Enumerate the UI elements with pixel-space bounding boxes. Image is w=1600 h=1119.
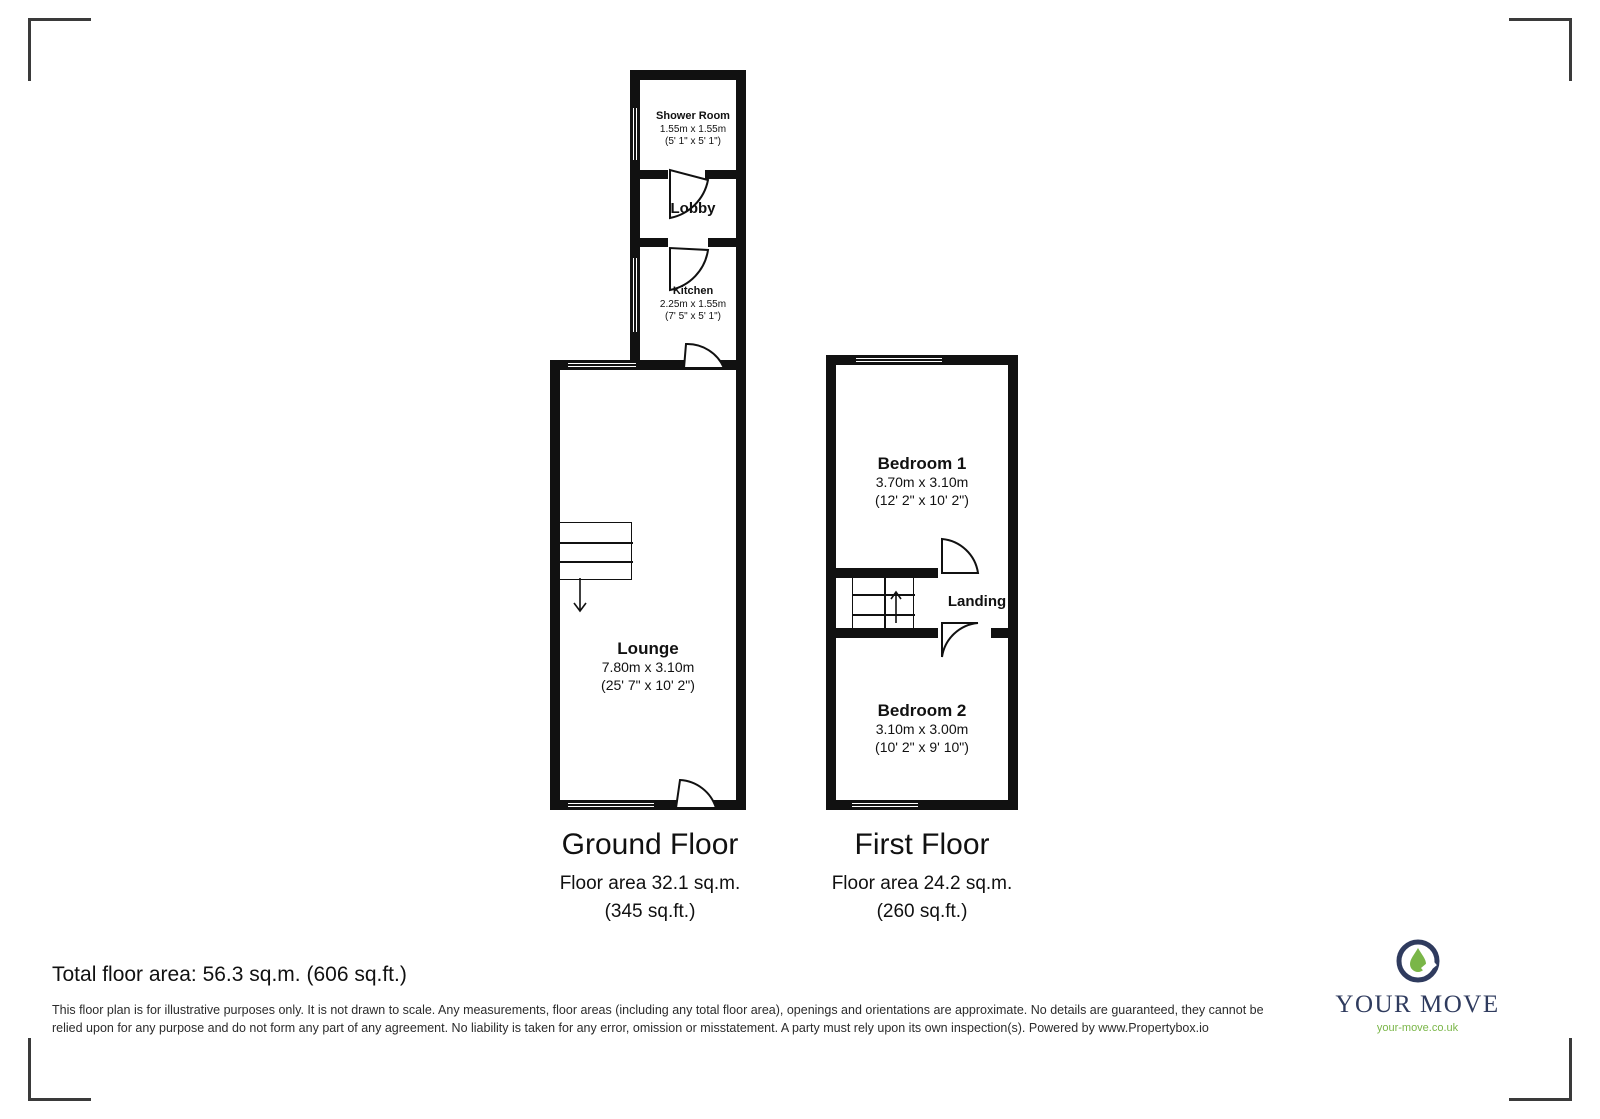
disclaimer-text: This floor plan is for illustrative purposes only. It is not drawn to scale. Any measurements, floor areas (including any total floor area), openings and orientations are approximate. No details are guaranteed, they cannot be relied upon for any purpose and do not form any part of any agreement. No liability is taken for any error, omission or misstatement. A party must rely upon its own inspection(s). Powered by www.Propertybox.io	[52, 1003, 1264, 1036]
room-dim-imperial: (12' 2" x 10' 2")	[875, 491, 969, 508]
room-name: Bedroom 1	[877, 454, 967, 473]
ground-floor-title: Ground Floor	[561, 828, 739, 861]
wall-segment	[736, 360, 746, 810]
door-bedroom-1	[938, 535, 982, 579]
wall-segment	[630, 170, 668, 179]
first-floor-area-imperial: (260 sq.ft.)	[876, 900, 968, 922]
room-dim-metric: 3.70m x 3.10m	[875, 474, 969, 491]
crop-mark-bottom-left	[28, 1038, 91, 1101]
staircase-ground	[558, 522, 632, 580]
room-name: Lobby	[670, 200, 716, 217]
room-dim-metric: 3.10m x 3.00m	[875, 721, 969, 738]
first-floor-plan	[826, 355, 1026, 820]
window	[850, 801, 920, 809]
window	[566, 361, 638, 369]
room-dim-metric: 1.55m x 1.55m	[659, 123, 727, 135]
room-dim-metric: 7.80m x 3.10m	[601, 659, 695, 676]
window	[566, 801, 656, 809]
room-dim-imperial: (25' 7" x 10' 2")	[601, 676, 695, 693]
ground-floor-area-metric: Floor area 32.1 sq.m.	[559, 873, 741, 894]
room-label-landing	[931, 593, 1023, 612]
door-bedroom-2	[938, 617, 982, 661]
ground-floor-plan	[540, 60, 770, 820]
brand-website: your-move.co.uk	[1376, 1022, 1459, 1034]
room-label-kitchen	[648, 285, 738, 324]
window	[854, 356, 944, 364]
ground-floor-area	[500, 870, 800, 925]
wall-segment	[630, 238, 668, 247]
door-lounge-rear	[670, 776, 722, 812]
wall-segment	[826, 355, 836, 810]
room-dim-imperial: (5' 1" x 5' 1")	[665, 136, 721, 148]
wall-segment	[991, 628, 1018, 638]
wall-segment	[708, 238, 746, 247]
room-label-shower-room	[648, 110, 738, 149]
room-label-lounge	[558, 638, 738, 694]
stair-direction-arrow	[568, 576, 592, 616]
door-kitchen	[680, 342, 728, 376]
room-name: Lounge	[617, 639, 679, 658]
first-floor-area	[772, 870, 1072, 925]
room-label-bedroom-1	[836, 453, 1008, 509]
window	[631, 106, 639, 162]
crop-mark-top-right	[1509, 18, 1572, 81]
window	[631, 256, 639, 334]
crop-mark-bottom-right	[1509, 1038, 1572, 1101]
first-floor-title: First Floor	[854, 828, 990, 861]
room-name: Kitchen	[672, 285, 714, 297]
door-lobby-front	[668, 236, 712, 292]
room-dim-imperial: (10' 2" x 9' 10")	[875, 738, 969, 755]
brand-logo	[1330, 938, 1505, 1034]
room-name: Shower Room	[656, 110, 730, 122]
room-name: Landing	[947, 593, 1007, 610]
wall-segment	[1008, 355, 1018, 810]
total-floor-area: Total floor area: 56.3 sq.m. (606 sq.ft.)	[52, 963, 407, 986]
stair-direction-arrow	[886, 587, 906, 627]
wall-segment	[550, 360, 560, 810]
room-dim-metric: 2.25m x 1.55m	[659, 298, 727, 310]
brand-name: YOUR MOVE	[1335, 991, 1500, 1018]
room-label-lobby	[648, 200, 738, 219]
ground-floor-area-imperial: (345 sq.ft.)	[604, 900, 696, 922]
first-floor-area-metric: Floor area 24.2 sq.m.	[831, 873, 1013, 894]
room-name: Bedroom 2	[877, 701, 967, 720]
wall-segment	[630, 70, 746, 80]
room-label-bedroom-2	[836, 700, 1008, 756]
your-move-mark-icon	[1330, 938, 1505, 989]
crop-mark-top-left	[28, 18, 91, 81]
room-dim-imperial: (7' 5" x 5' 1")	[665, 311, 721, 323]
